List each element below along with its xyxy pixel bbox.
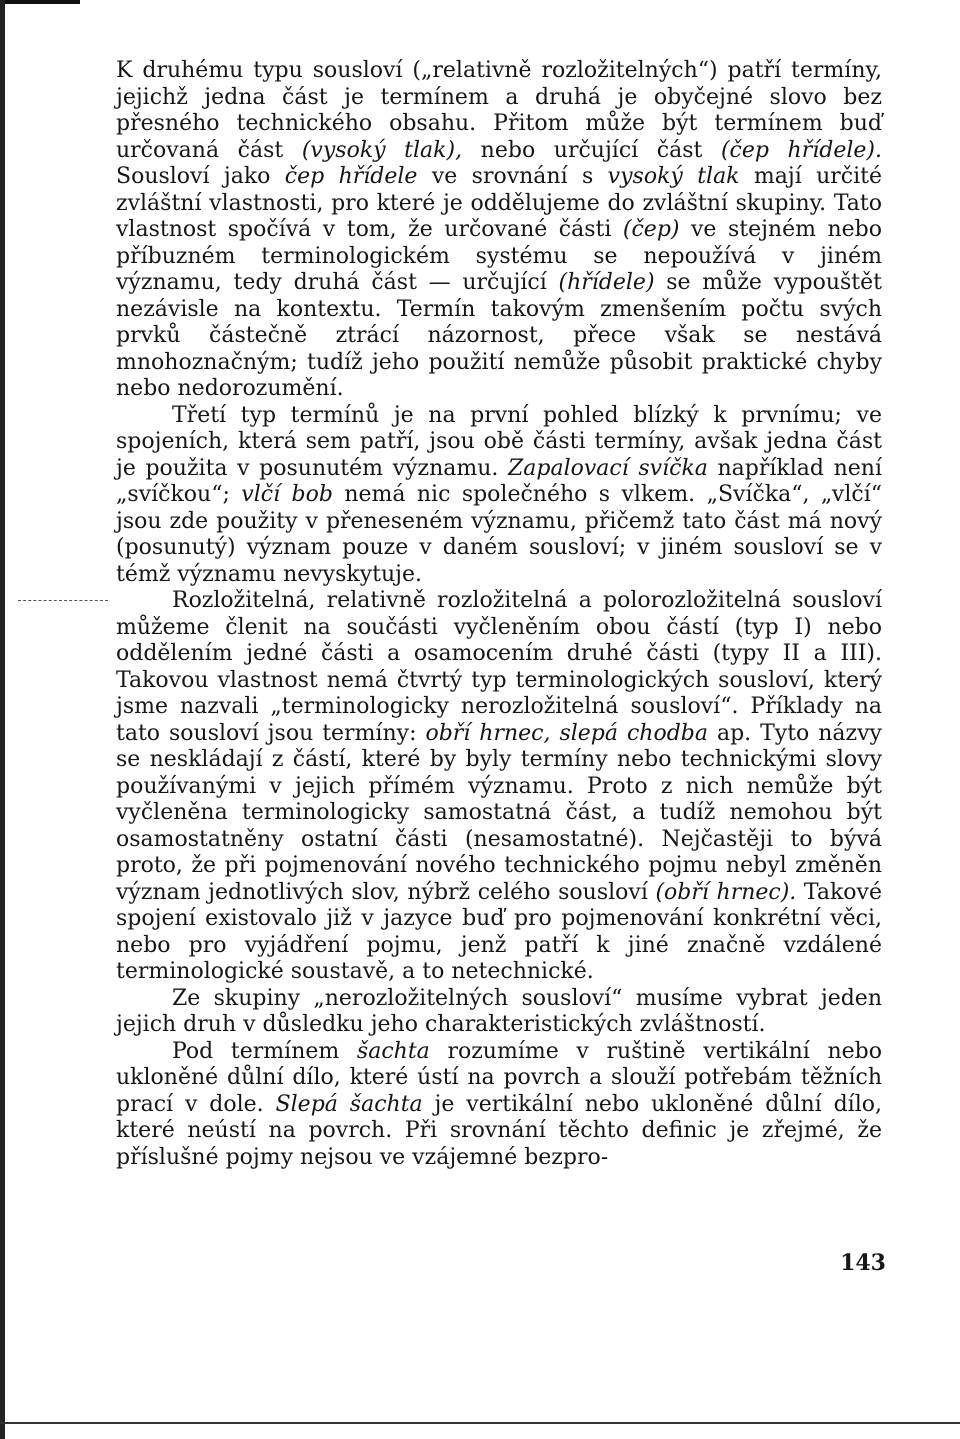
scan-edge-top	[0, 0, 80, 4]
text-segment: je vertikální nebo ukloněné důlní dílo, které neústí na povrch. Při srovnání těchto definic je zřejmé, že příslušné pojmy nejsou ve vzájemné bezpro-	[116, 1091, 882, 1170]
margin-pencil-mark	[18, 600, 108, 601]
italic-term: čep hřídele	[284, 164, 418, 189]
text-segment: mají určité zvláštní vlastnosti, pro které je oddělujeme do zvláštní skupiny. Tato vlastnost spočívá v tom, že určované části	[116, 164, 883, 242]
text-segment: Ze skupiny „nerozložitelných sousloví“ musíme vybrat jeden jejich druh v důsledku jeho charakteristických zvláštností.	[116, 985, 882, 1037]
paragraph	[116, 1039, 882, 1172]
italic-term: (obří hrnec).	[655, 879, 797, 905]
scan-edge-left	[0, 0, 5, 1439]
italic-term: šachta	[356, 1038, 430, 1064]
text-segment: Třetí typ termínů je na první pohled blízký k prvnímu; ve spojeních, která sem patří, jsou obě části termíny, avšak jedna část je použita v posunutém významu.	[116, 402, 882, 481]
italic-term: (hřídele)	[558, 270, 655, 295]
text-segment: Sousloví jako	[116, 164, 285, 189]
text-segment: Takové spojení existovalo již v jazyce buď pro pojmenování konkrétní věci, nebo pro vyjádření pojmu, jenž patří k jiné značně vzdálené terminologické soustavě, a to netechnické.	[116, 879, 882, 984]
text-segment: rozumíme v ruštině vertikální nebo ukloněné důlní dílo, které ústí na povrch a slouží potřebám těžních prací v dole.	[116, 1038, 882, 1117]
paragraph	[116, 58, 882, 403]
text-segment: nemá nic společného s vlkem. „Svíčka“, „vlčí“ jsou zde použity v přeneseném významu, přičemž tato část má nový (posunutý) význam pouze v daném sousloví; v jiném sousloví se v témž významu nevyskytuje.	[116, 482, 882, 587]
text-segment: ve srovnání s	[417, 164, 608, 189]
text-segment: ap. Tyto názvy se neskládají z částí, které by byly termíny nebo technickými slovy používanými v jejich přímém významu. Proto z nich nemůže být vyčleněna terminologicky samostatná část, a tudíž nemohou být osamostatněny ostatní části (nesamostatné). Nejčastěji to bývá proto, že při pojmenování nového technického pojmu nebyl změněn význam jednotlivých slov, nýbrž celého sousloví	[116, 720, 882, 905]
italic-term: vysoký tlak	[607, 164, 740, 189]
italic-term: (čep hřídele).	[720, 137, 882, 163]
text-segment: K druhému typu sousloví („relativně rozložitelných“) patří termíny, jejichž jedna část je termínem a druhá je obyčejné slovo bez přesného technického obsahu. Přitom může být termínem buď určovaná část	[116, 58, 882, 163]
paragraph	[116, 403, 882, 589]
scan-edge-bottom	[0, 1422, 960, 1424]
italic-term: obří hrnec, slepá chodba	[425, 720, 708, 746]
text-segment: Rozložitelná, relativně rozložitelná a polorozložitelná sousloví můžeme členit na součásti vyčleněním obou částí (typ I) nebo oddělením jedné části a osamocením druhé části (typy II a III). Takovou vlastnost nemá čtvrtý typ terminologických sousloví, který jsme nazvali „terminologicky nerozložitelná sousloví“. Příklady na tato sousloví jsou termíny:	[116, 588, 882, 746]
italic-term: Zapalovací svíčka	[507, 455, 708, 481]
page-number: 143	[840, 1250, 886, 1276]
italic-term: vlčí bob	[241, 482, 333, 507]
text-segment: Pod termínem	[172, 1038, 357, 1064]
text-segment: nebo určující část	[462, 137, 721, 163]
paragraph	[116, 588, 882, 986]
paragraph	[116, 986, 882, 1039]
text-segment: se může vypouštět nezávisle na kontextu. Termín takovým zmenšením počtu svých prvků částečně ztrácí názornost, přece však se nestává mnohoznačným; tudíž jeho použití nemůže působit praktické chyby nebo nedorozumění.	[116, 270, 882, 401]
text-segment: ve stejném nebo příbuzném terminologickém systému se nepoužívá v jiném významu, tedy druhá část — určující	[116, 217, 882, 295]
italic-term: Slepá šachta	[275, 1091, 423, 1117]
italic-term: (vysoký tlak),	[301, 137, 463, 163]
body-text	[116, 58, 882, 1171]
italic-term: (čep)	[622, 217, 680, 242]
text-segment: například není „svíčkou“;	[116, 455, 882, 507]
